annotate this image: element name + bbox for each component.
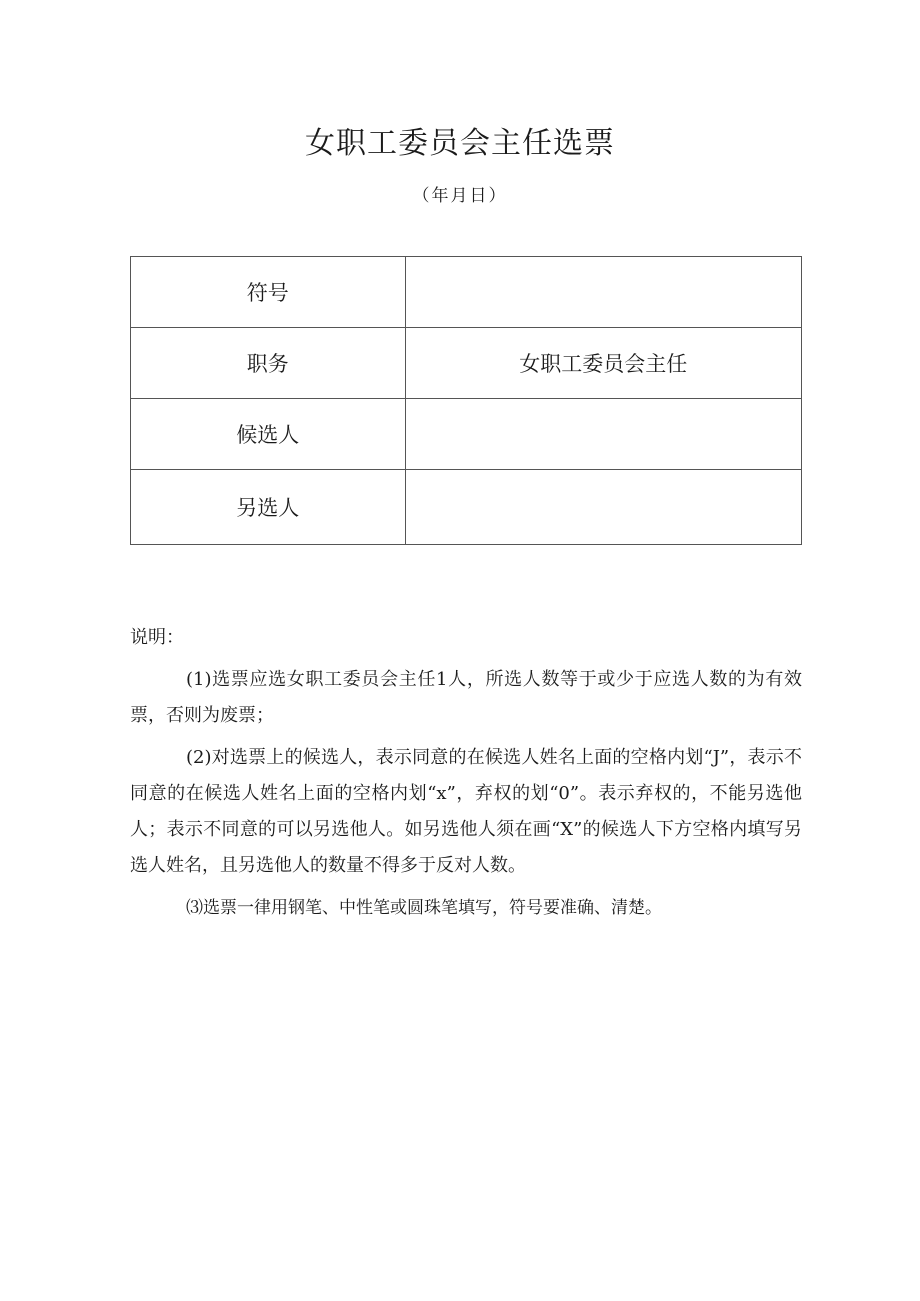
position-label: 职务	[131, 328, 406, 399]
table-row-symbol	[131, 257, 802, 328]
instruction-item-2: (2)对选票上的候选人，表示同意的在候选人姓名上面的空格内划“J”，表示不同意的在候选人姓名上面的空格内划“x”，弃权的划“0”。表示弃权的，不能另选他人；表示不同意的可以另选他人。如另选他人须在画“X”的候选人下方空格内填写另选人姓名，且另选他人的数量不得多于反对人数。	[130, 747, 802, 876]
table-row-candidate	[131, 399, 802, 470]
symbol-label: 符号	[131, 257, 406, 328]
candidate-label: 候选人	[131, 399, 406, 470]
instructions-heading: 说明：	[130, 627, 184, 648]
page-title: 女职工委员会主任选票	[305, 126, 615, 161]
table-row-position	[131, 328, 802, 399]
instructions	[130, 620, 802, 926]
instruction-item-3: ⑶选票一律用钢笔、中性笔或圆珠笔填写，符号要准确、清楚。	[186, 898, 662, 918]
candidate-cell[interactable]	[405, 399, 801, 470]
table-row-alternate	[131, 470, 802, 545]
position-value: 女职工委员会主任	[405, 328, 801, 399]
instruction-item-1: (1)选票应选女职工委员会主任1人，所选人数等于或少于应选人数的为有效票，否则为废票；	[130, 669, 802, 726]
alternate-label: 另选人	[131, 470, 406, 545]
symbol-cell[interactable]	[405, 257, 801, 328]
date-line: （年月日）	[412, 186, 508, 206]
alternate-cell[interactable]	[405, 470, 801, 545]
ballot-table	[130, 256, 802, 545]
